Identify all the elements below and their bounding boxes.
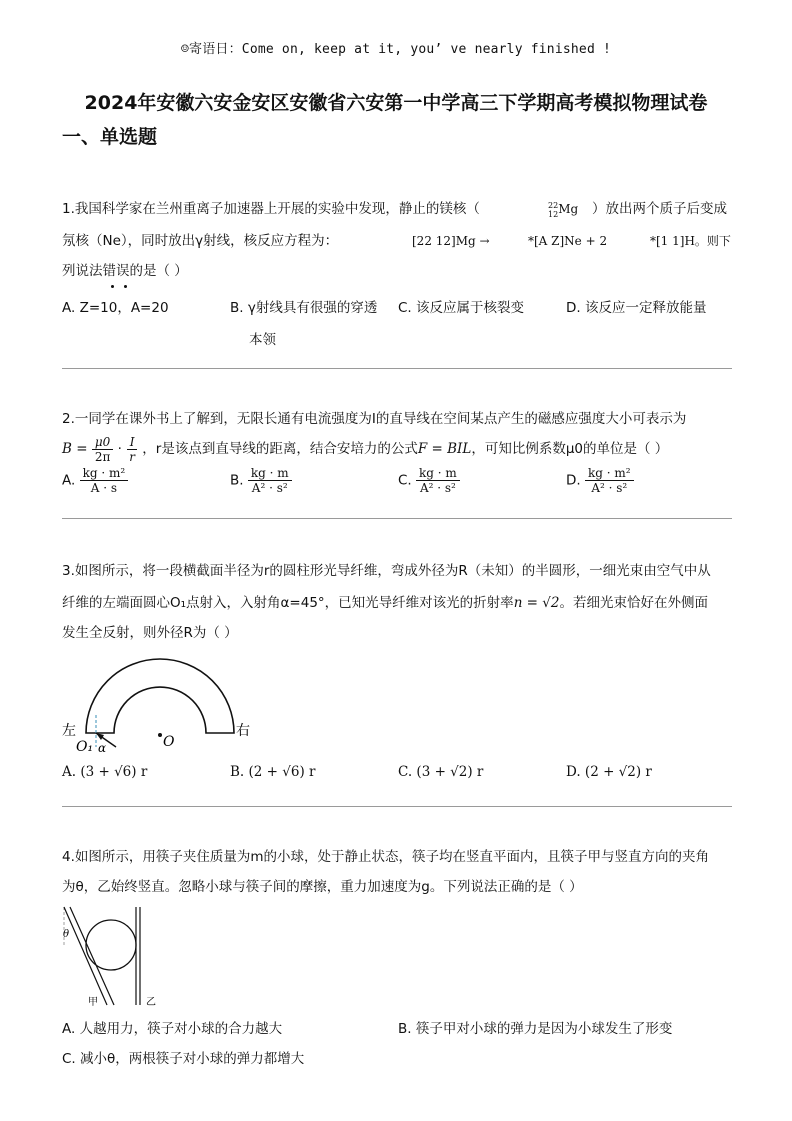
q1-line2: 氖核（Ne），同时放出γ射线，核反应方程为： <box>62 233 339 249</box>
q2-option-a-num: kg · m² <box>80 466 129 481</box>
fig-yi-label: 乙 <box>146 997 156 1008</box>
q4-option-a[interactable]: A. 人越用力，筷子对小球的合力越大 <box>62 1021 283 1037</box>
q1-line3: 列说法错误的是（ ） <box>62 263 188 279</box>
q2-option-c[interactable] <box>398 466 460 495</box>
q2-option-d[interactable] <box>566 466 634 495</box>
q3-n-value: n = √2 <box>513 595 560 611</box>
q1-option-b[interactable]: B. γ射线具有很强的穿透 <box>230 300 378 316</box>
q2-ampere: F = BIL <box>417 441 472 457</box>
q2-line1: 2.一同学在课外书上了解到，无限长通有电流强度为I的直导线在空间某点产生的磁感应强度大小可表示为 <box>62 411 687 427</box>
q2-formula-prefix: B = <box>62 441 88 457</box>
q1-option-d[interactable]: D. 该反应一定释放能量 <box>566 300 707 316</box>
q4-line1: 4.如图所示，用筷子夹住质量为m的小球，处于静止状态，筷子均在竖直平面内，且筷子甲与竖直方向的夹角 <box>62 849 710 865</box>
q4-option-c[interactable]: C. 减小θ，两根筷子对小球的弹力都增大 <box>62 1051 305 1067</box>
q4-line2: 为θ，乙始终竖直。忽略小球与筷子间的摩擦，重力加速度为g。下列说法正确的是（ ） <box>62 879 583 895</box>
q1-eq-right: *[1 1]H。则下 <box>650 234 731 248</box>
q1-mg-nucleus: 22 12 Mg <box>548 200 579 219</box>
fig-theta-label: θ <box>63 929 70 940</box>
q1-line1b: ）放出两个质子后变成 <box>592 201 727 217</box>
distance-r: r <box>129 449 135 464</box>
q3-option-a[interactable]: A. (3 + √6) r <box>62 764 148 780</box>
page-title: 2024年安徽六安金安区安徽省六安第一中学高三下学期高考模拟物理试卷 <box>84 92 708 114</box>
motto: ☺寄语日：Come on, keep at it, you’ ve nearly finished ! <box>180 42 612 57</box>
q1-option-a[interactable]: A. Z=10，A=20 <box>62 300 169 316</box>
q3-option-c[interactable]: C. (3 + √2) r <box>398 764 484 780</box>
divider <box>62 368 732 369</box>
q1-option-c[interactable]: C. 该反应属于核裂变 <box>398 300 525 316</box>
fig-alpha-label: α <box>98 741 107 755</box>
q2-option-b-den: A² · s² <box>251 481 288 495</box>
q2-option-c-label: C. <box>398 472 412 489</box>
q3-line3: 发生全反射，则外径R为（ ） <box>62 625 238 641</box>
q2-option-b-num: kg · m <box>248 466 292 481</box>
fig-jia-label: 甲 <box>88 997 98 1008</box>
q2-option-c-den: A² · s² <box>419 481 456 495</box>
semicircle-fiber <box>86 659 234 733</box>
ball <box>86 920 136 970</box>
q2-option-d-num: kg · m² <box>585 466 634 481</box>
q3-line2 <box>62 588 708 618</box>
q2-option-a-den: A · s <box>90 481 118 495</box>
q2-option-a[interactable] <box>62 466 128 495</box>
q2-line2-tail: ，可知比例系数μ0的单位是（ ） <box>471 441 669 457</box>
fig-o-label: O <box>163 734 175 750</box>
q3-option-d[interactable]: D. (2 + √2) r <box>566 764 652 780</box>
center-dot <box>158 733 162 737</box>
q3-line2-b: 。若细光束恰好在外侧面 <box>559 595 708 611</box>
q2-option-d-den: A² · s² <box>591 481 628 495</box>
divider <box>62 518 732 519</box>
q3-line1: 3.如图所示，将一段横截面半径为r的圆柱形光导纤维，弯成外径为R（未知）的半圆形，一细光束由空气中从 <box>62 563 711 579</box>
emphasis-dot <box>111 285 114 288</box>
q2-line2-text: ，r是该点到直导线的距离，结合安培力的公式 <box>142 441 418 457</box>
divider <box>62 806 732 807</box>
current-i: I <box>127 435 138 450</box>
fig-right-label: 右 <box>236 723 250 739</box>
ray-arrow <box>96 733 104 740</box>
q4-option-b[interactable]: B. 筷子甲对小球的弹力是因为小球发生了形变 <box>398 1021 673 1037</box>
q3-option-b[interactable]: B. (2 + √6) r <box>230 764 316 780</box>
fig-o1-label: O₁ <box>76 739 94 755</box>
two-pi: 2π <box>94 449 111 464</box>
q3-line2-a: 纤维的左端面圆心O₁点射入，入射角α=45°，已知光导纤维对该光的折射率 <box>62 595 514 611</box>
emphasis-dot <box>124 285 127 288</box>
q1-eq-mid: *[A Z]Ne + 2 <box>528 234 608 248</box>
q1-option-b-cont: 本领 <box>249 332 276 348</box>
q1-eq-left: [22 12]Mg → <box>412 234 490 248</box>
chopstick-jia-edge <box>70 907 114 1005</box>
q2-formula: B = $\frac{\mu 0}{2\pi}$ · $\frac{I}{r}$ ，r是该点到直导线的距离，结合安培力的公式F = BIL，可知比例系数μ0的单位是（ ） <box>62 434 669 464</box>
mu0: μ0 <box>92 435 113 450</box>
q2-option-b-label: B. <box>230 472 244 489</box>
section-heading: 一、单选题 <box>62 126 158 148</box>
q4-figure <box>60 905 170 1010</box>
q3-figure <box>60 655 270 755</box>
fig-left-label: 左 <box>62 723 76 739</box>
q2-option-b[interactable] <box>230 466 292 495</box>
q2-option-d-label: D. <box>566 472 581 489</box>
q2-option-c-num: kg · m <box>416 466 460 481</box>
q2-option-a-label: A. <box>62 472 76 489</box>
q1-line1: 1.我国科学家在兰州重离子加速器上开展的实验中发现，静止的镁核（ <box>62 201 480 217</box>
